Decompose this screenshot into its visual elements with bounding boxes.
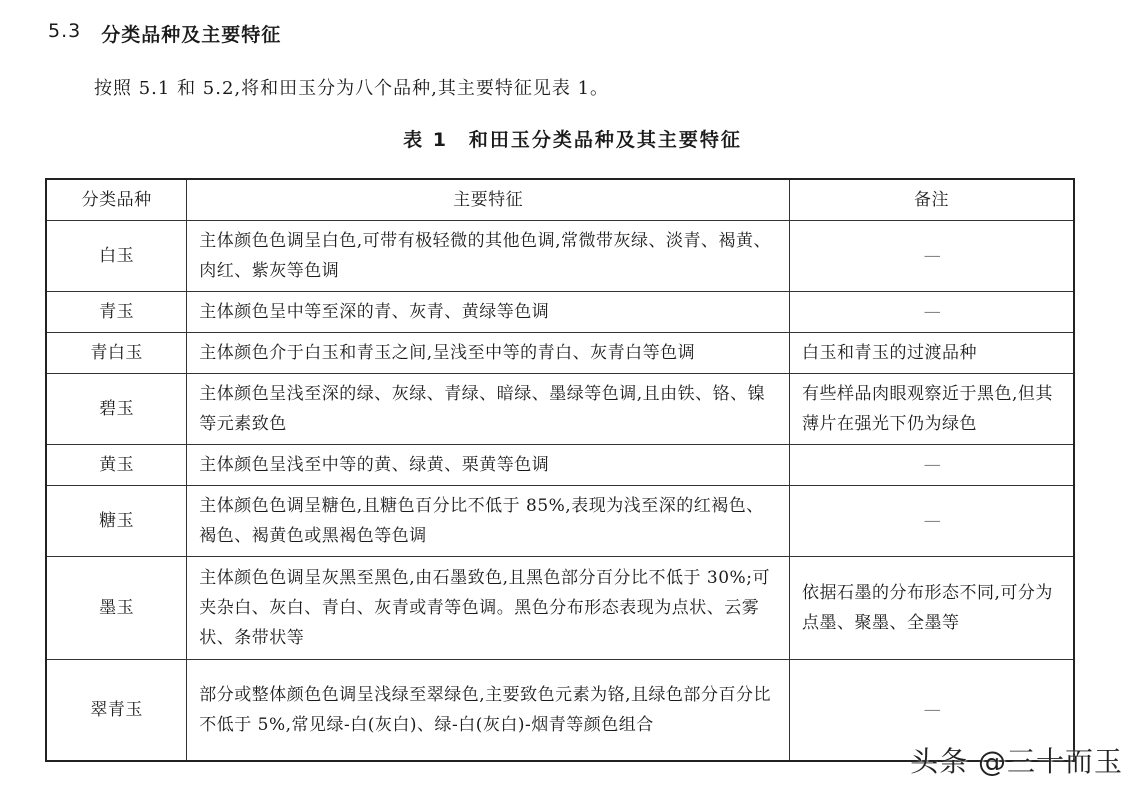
- table-header-row: [46, 179, 1074, 221]
- table-row: [46, 221, 1074, 292]
- table-caption: 表 1 和田玉分类品种及其主要特征: [403, 129, 742, 151]
- variety-cell: 翠青玉: [46, 660, 187, 762]
- section-number: 5.3: [48, 20, 82, 42]
- variety-cell: 糖玉: [46, 486, 187, 557]
- remark-cell: 白玉和青玉的过渡品种: [790, 333, 1075, 374]
- feature-cell: 主体颜色色调呈灰黑至黑色,由石墨致色,且黑色部分百分比不低于 30%;可夹杂白、灰白、青白、灰青或青等色调。黑色分布形态表现为点状、云雾状、条带状等: [187, 557, 790, 660]
- table-row: [46, 374, 1074, 445]
- table-row: [46, 486, 1074, 557]
- variety-cell: 碧玉: [46, 374, 187, 445]
- header-variety: 分类品种: [46, 179, 187, 221]
- variety-cell: 青玉: [46, 292, 187, 333]
- watermark-text: 头条 @三十而玉: [910, 745, 1123, 778]
- table-row: [46, 292, 1074, 333]
- feature-cell: 主体颜色介于白玉和青玉之间,呈浅至中等的青白、灰青白等色调: [187, 333, 790, 374]
- remark-cell: 依据石墨的分布形态不同,可分为点墨、聚墨、全墨等: [790, 557, 1075, 660]
- variety-cell: 黄玉: [46, 445, 187, 486]
- variety-cell: 白玉: [46, 221, 187, 292]
- features-table: [45, 178, 1075, 762]
- section-title: 分类品种及主要特征: [101, 24, 282, 46]
- feature-cell: 主体颜色色调呈白色,可带有极轻微的其他色调,常微带灰绿、淡青、褐黄、肉红、紫灰等色调: [187, 221, 790, 292]
- feature-cell: 主体颜色色调呈糖色,且糖色百分比不低于 85%,表现为浅至深的红褐色、褐色、褐黄色或黑褐色等色调: [187, 486, 790, 557]
- variety-cell: 青白玉: [46, 333, 187, 374]
- variety-cell: 墨玉: [46, 557, 187, 660]
- table-row: [46, 333, 1074, 374]
- header-remark: 备注: [790, 179, 1075, 221]
- remark-cell: —: [790, 486, 1075, 557]
- header-feature: 主要特征: [187, 179, 790, 221]
- table-row: [46, 557, 1074, 660]
- section-heading: [48, 20, 281, 47]
- remark-cell: —: [790, 660, 1075, 762]
- feature-cell: 主体颜色呈中等至深的青、灰青、黄绿等色调: [187, 292, 790, 333]
- intro-paragraph: 按照 5.1 和 5.2,将和田玉分为八个品种,其主要特征见表 1。: [94, 78, 610, 99]
- table-row: [46, 445, 1074, 486]
- remark-cell: 有些样品肉眼观察近于黑色,但其薄片在强光下仍为绿色: [790, 374, 1075, 445]
- remark-cell: —: [790, 445, 1075, 486]
- feature-cell: 主体颜色呈浅至深的绿、灰绿、青绿、暗绿、墨绿等色调,且由铁、铬、镍等元素致色: [187, 374, 790, 445]
- feature-cell: 部分或整体颜色色调呈浅绿至翠绿色,主要致色元素为铬,且绿色部分百分比不低于 5%,常见绿-白(灰白)、绿-白(灰白)-烟青等颜色组合: [187, 660, 790, 762]
- remark-cell: —: [790, 292, 1075, 333]
- feature-cell: 主体颜色呈浅至中等的黄、绿黄、栗黄等色调: [187, 445, 790, 486]
- remark-cell: —: [790, 221, 1075, 292]
